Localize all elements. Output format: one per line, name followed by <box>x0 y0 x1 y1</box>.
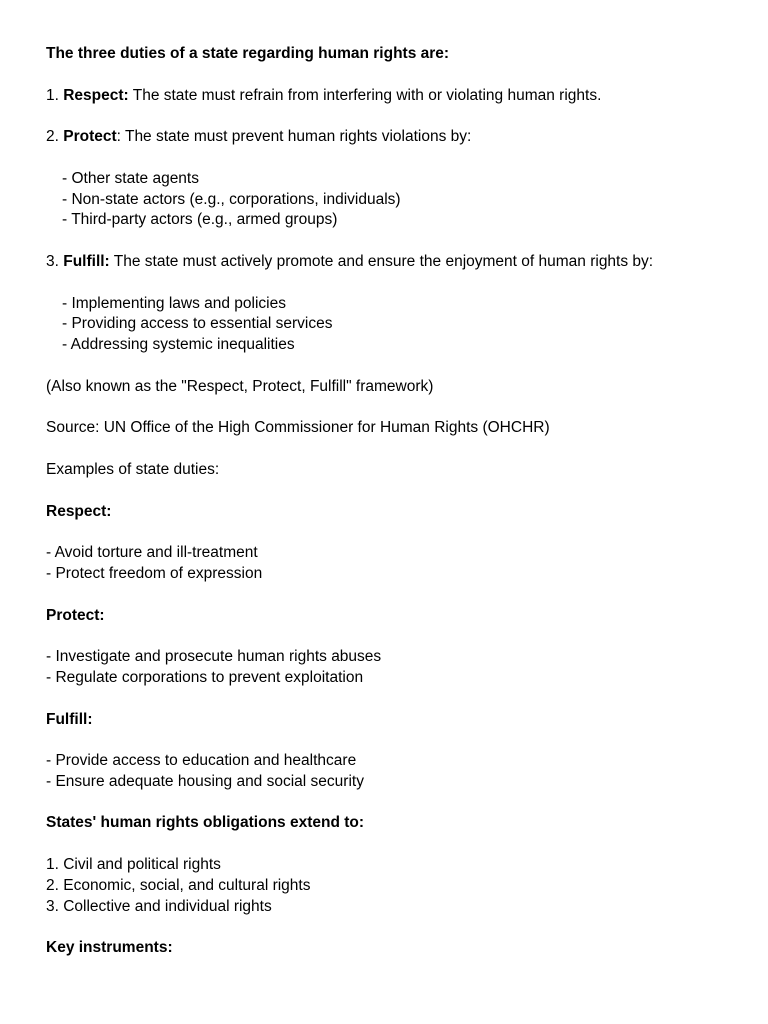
main-heading: The three duties of a state regarding human rights are: <box>46 45 450 62</box>
examples-intro: Examples of state duties: <box>46 460 220 478</box>
section-heading-protect: Protect: <box>46 606 105 624</box>
spacer <box>46 481 746 502</box>
duty-text: The state must refrain from interfering with or violating human rights. <box>128 86 602 104</box>
spacer <box>46 439 746 460</box>
duty-text: The state must actively promote and ensure the enjoyment of human rights by: <box>109 252 654 270</box>
framework-note: (Also known as the "Respect, Protect, Fulfill" framework) <box>46 377 434 395</box>
list-item: - Other state agents <box>62 169 199 187</box>
obligations-heading: States' human rights obligations extend to: <box>46 814 365 832</box>
duty-protect <box>46 127 746 148</box>
section-heading-fulfill: Fulfill: <box>46 710 93 728</box>
spacer <box>46 730 746 751</box>
list-item: - Regulate corporations to prevent exploitation <box>46 668 364 686</box>
list-item: - Protect freedom of expression <box>46 564 263 582</box>
list-item: - Non-state actors (e.g., corporations, individuals) <box>62 190 401 208</box>
spacer <box>46 626 746 647</box>
duty-number: 3. <box>46 252 64 270</box>
spacer <box>46 917 746 938</box>
list-item: - Providing access to essential services <box>62 315 333 333</box>
spacer <box>46 65 746 86</box>
duty-fulfill <box>46 252 746 273</box>
duty-label: Respect: <box>63 86 129 104</box>
section-heading-respect: Respect: <box>46 502 112 520</box>
duty-label: Protect <box>63 128 117 146</box>
instruments-heading: Key instruments: <box>46 939 173 957</box>
spacer <box>46 689 746 710</box>
spacer <box>46 522 746 543</box>
list-item: - Implementing laws and policies <box>62 294 286 312</box>
spacer <box>46 585 746 606</box>
duty-respect <box>46 86 746 107</box>
list-item: - Ensure adequate housing and social security <box>46 772 364 790</box>
duty-number: 2. <box>46 128 64 146</box>
duty-number: 1. <box>46 86 64 104</box>
spacer <box>46 398 746 419</box>
spacer <box>46 106 746 127</box>
list-item: - Investigate and prosecute human rights abuses <box>46 648 382 666</box>
list-item: - Addressing systemic inequalities <box>62 336 295 354</box>
spacer <box>46 148 746 169</box>
spacer <box>46 356 746 377</box>
list-item: 3. Collective and individual rights <box>46 897 272 915</box>
duty-label: Fulfill: <box>63 252 110 270</box>
list-item: 2. Economic, social, and cultural rights <box>46 876 311 894</box>
spacer <box>46 231 746 252</box>
list-item: 1. Civil and political rights <box>46 856 221 874</box>
spacer <box>46 834 746 855</box>
list-item: - Avoid torture and ill-treatment <box>46 544 258 562</box>
document-body <box>46 44 746 959</box>
duty-text: : The state must prevent human rights violations by: <box>116 128 472 146</box>
list-item: - Provide access to education and healthcare <box>46 752 357 770</box>
list-item: - Third-party actors (e.g., armed groups) <box>62 211 338 229</box>
source-line: Source: UN Office of the High Commissioner for Human Rights (OHCHR) <box>46 419 550 437</box>
spacer <box>46 273 746 294</box>
spacer <box>46 793 746 814</box>
